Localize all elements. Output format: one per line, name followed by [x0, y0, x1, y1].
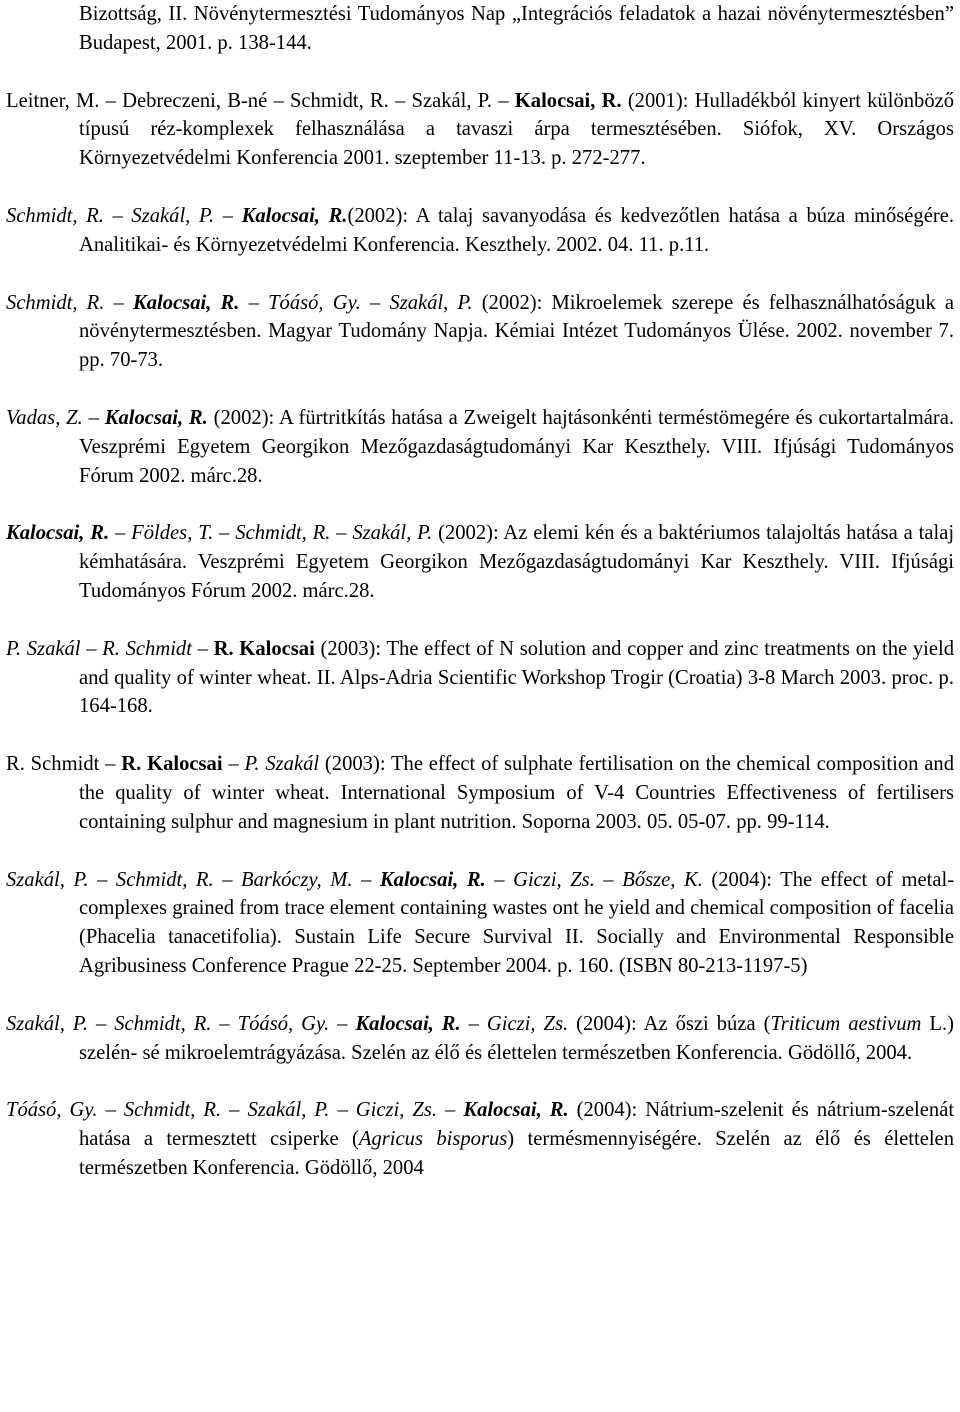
reference-body: (2004): The effect of metal-complexes grained from trace element containing wastes ont he yield and chemical composition of facelia (Phacelia tanacetifolia). Sustain Life Secure Survival II. Socially and Environmental Responsible Agribusiness Conference Prague 22-25. September 2004. p. 160. (ISBN 80-213-1197-5)	[79, 868, 955, 977]
author-highlighted: Kalocsai, R.	[133, 291, 240, 314]
author: Tóásó, Gy.	[6, 1099, 98, 1122]
author: Barkóczy, M.	[241, 868, 353, 891]
author-separator: –	[330, 522, 353, 545]
author: Tóásó, Gy.	[237, 1012, 330, 1035]
reference-entry	[6, 866, 954, 981]
author-highlighted: Kalocsai, R.	[6, 522, 110, 545]
author-separator: –	[213, 868, 242, 891]
reference-body: (2003): The effect of N solution and copper and zinc treatments on the yield and quality of winter wheat. II. Alps-Adria Scientific Workshop Trogir (Croatia) 3-8 March 2003. proc. p. 164-168.	[79, 637, 954, 718]
author-separator: –	[360, 291, 390, 314]
author-separator: –	[222, 753, 245, 776]
reference-entry	[6, 750, 954, 836]
author-separator: –	[103, 204, 132, 227]
author-separator: –	[267, 89, 290, 112]
author: R. Schmidt	[6, 753, 100, 776]
author-separator: –	[388, 89, 412, 112]
author-highlighted: R. Kalocsai	[121, 753, 223, 776]
author-separator: –	[352, 868, 380, 891]
author-separator: –	[437, 1099, 464, 1122]
author-separator: –	[104, 291, 134, 314]
reference-entry	[6, 404, 954, 490]
author: Giczi, Zs.	[513, 868, 595, 891]
reference-body: ) termésmennyiségére. Szelén az élő és élettelen természetben Konferencia. Gödöllő, 2004	[79, 1128, 954, 1179]
author: Giczi, Zs.	[355, 1099, 438, 1122]
author: Tóásó, Gy.	[268, 291, 361, 314]
author-separator: –	[99, 753, 122, 776]
reference-body: (2002): A talaj savanyodása és kedvezőtlen hatása a búza minőségére. Analitikai- és Környezetvédelmi Konferencia. Keszthely. 2002. 04. 11. p.11.	[79, 204, 955, 256]
author: Schmidt, R.	[115, 868, 214, 891]
author-separator: –	[221, 1099, 248, 1122]
author-highlighted: Kalocsai, R.	[514, 89, 622, 112]
author: Szakál, P.	[6, 1012, 88, 1035]
author-separator: –	[109, 522, 132, 545]
author: Debreczeni, B-né	[122, 89, 268, 112]
author-separator: –	[329, 1099, 356, 1122]
author-highlighted: R. Kalocsai	[213, 637, 315, 660]
reference-entry	[6, 1096, 954, 1182]
reference-body: (2002): Mikroelemek szerepe és felhasználhatóságuk a növénytermesztésben. Magyar Tudomány Napja. Kémiai Intézet Tudományos Ülése. 2002. november 7. pp. 70-73.	[79, 291, 955, 372]
reference-body: (2001): Hulladékból kinyert különböző típusú réz-komplexek felhasználása a tavaszi árpa termesztésében. Siófok, XV. Országos Környezetvédelmi Konferencia 2001. szeptember 11-13. p. 272-277.	[79, 89, 955, 170]
author: Szakál, P.	[389, 291, 473, 314]
author-separator: –	[213, 522, 236, 545]
author: Szakál, P.	[411, 89, 493, 112]
author: Schmidt, R.	[235, 522, 331, 545]
author-highlighted: Kalocsai, R.	[104, 406, 208, 429]
author: Földes, T.	[131, 522, 214, 545]
reference-entry	[6, 87, 954, 173]
author-highlighted: Kalocsai, R.	[241, 204, 348, 227]
author-separator: –	[594, 868, 623, 891]
reference-body: (2003): The effect of sulphate fertilisation on the chemical composition and the quality of winter wheat. International Symposium of V-4 Countries Effectiveness of fertilisers containing sulphur and magnesium in plant nutrition. Soporna 2003. 05. 05-07. pp. 99-114.	[79, 753, 955, 833]
author-separator: –	[191, 637, 214, 660]
author-separator: –	[214, 204, 242, 227]
reference-list	[6, 0, 954, 1183]
author: Schmidt, R.	[123, 1099, 222, 1122]
author-separator: –	[329, 1012, 356, 1035]
reference-entry	[6, 635, 954, 721]
author-separator: –	[97, 1099, 124, 1122]
author: R. Schmidt	[102, 637, 192, 660]
species-name: Agricus bisporus	[358, 1128, 508, 1151]
author: Szakál, P.	[6, 868, 89, 891]
author: Szakál, P.	[131, 204, 215, 227]
author: P. Szakál	[244, 753, 320, 776]
reference-body: (2002): A fürtritkítás hatása a Zweigelt hajtásonkénti terméstömegére és cukortartalmára. Veszprémi Egyetem Georgikon Mezőgazdaságtudományi Kar Keszthely. VIII. Ifjúsági Tudományos Fórum 2002. márc.28.	[79, 406, 954, 487]
author: Schmidt, R.	[6, 204, 104, 227]
author: Schmidt, R.	[289, 89, 389, 112]
author: Szakál, P.	[352, 522, 433, 545]
author-separator: –	[239, 291, 269, 314]
reference-entry	[6, 0, 954, 58]
species-name: Triticum aestivum	[770, 1012, 922, 1035]
author-separator: –	[460, 1012, 487, 1035]
author: Szakál, P.	[247, 1099, 330, 1122]
author-separator: –	[99, 89, 123, 112]
author: Giczi, Zs.	[486, 1012, 569, 1035]
reference-body: (2004): Az őszi búza (	[568, 1012, 771, 1035]
author-highlighted: Kalocsai, R.	[355, 1012, 461, 1035]
reference-entry	[6, 202, 954, 260]
author-separator: –	[87, 1012, 115, 1035]
reference-body: L.) szelén- sé mikroelemtrágyázása. Szelén az élő és élettelen természetben Konferencia. Gödöllő, 2004.	[79, 1012, 954, 1064]
author: P. Szakál	[6, 637, 81, 660]
author-separator: –	[211, 1012, 238, 1035]
reference-entry	[6, 1010, 954, 1068]
author-separator: –	[485, 868, 514, 891]
author-separator: –	[88, 868, 116, 891]
author-highlighted: Kalocsai, R.	[379, 868, 486, 891]
author: Vadas, Z.	[6, 406, 83, 429]
author-separator: –	[492, 89, 515, 112]
reference-body: Bizottság, II. Növénytermesztési Tudományos Nap „Integrációs feladatok a hazai növénytermesztésben” Budapest, 2001. p. 138-144.	[79, 3, 954, 54]
reference-entry	[6, 289, 954, 375]
author: Leitner, M.	[6, 89, 100, 112]
reference-body: (2002): Az elemi kén és a baktériumos talajoltás hatása a talaj kémhatására. Veszprémi Egyetem Georgikon Mezőgazdaságtudományi Kar Keszthely. VIII. Ifjúsági Tudományos Fórum 2002. márc.28.	[79, 522, 955, 602]
reference-body: (2004): Nátrium-szelenit és nátrium-szelenát hatása a termesztett csiperke (	[79, 1099, 955, 1151]
author-separator: –	[80, 637, 103, 660]
author: Bősze, K.	[622, 868, 703, 891]
reference-entry	[6, 519, 954, 605]
author: Schmidt, R.	[6, 291, 105, 314]
author-highlighted: Kalocsai, R.	[463, 1099, 569, 1122]
author: Schmidt, R.	[114, 1012, 212, 1035]
author-separator: –	[82, 406, 105, 429]
